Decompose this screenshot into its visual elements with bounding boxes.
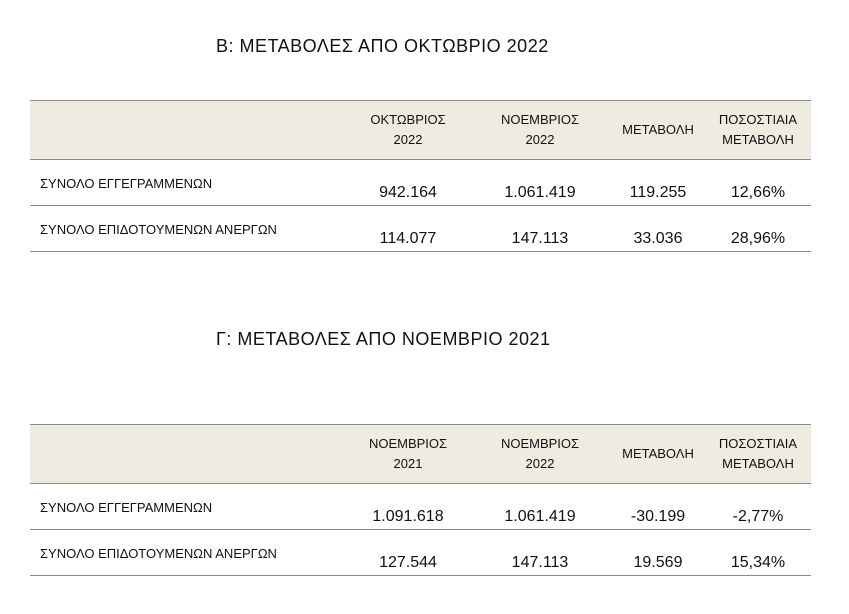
row-value-col-1: 1.091.618 (372, 508, 444, 525)
section-c-table (30, 424, 811, 576)
table-row (30, 530, 811, 576)
row-value-col-2: 1.061.419 (504, 184, 576, 201)
table-header (30, 100, 811, 160)
row-value-col-2: 147.113 (511, 554, 569, 571)
header-col-2-line2: 2022 (525, 456, 555, 471)
row-value-col-4: -2,77% (732, 508, 784, 525)
row-value-col-2: 1.061.419 (504, 508, 576, 525)
row-label: ΣΥΝΟΛΟ ΕΠΙΔΟΤΟΥΜΕΝΩΝ ΑΝΕΡΓΩΝ (40, 222, 277, 237)
row-value-col-4: 15,34% (730, 554, 786, 571)
header-col-1-line1: ΝΟΕΜΒΡΙΟΣ (368, 436, 448, 451)
row-value-col-1: 114.077 (379, 230, 437, 247)
header-col-4-line2: ΜΕΤΑΒΟΛΗ (722, 456, 794, 471)
row-value-col-1: 942.164 (379, 184, 437, 201)
row-label: ΣΥΝΟΛΟ ΕΓΓΕΓΡΑΜΜΕΝΩΝ (40, 500, 213, 515)
header-col-2 (480, 101, 600, 159)
header-col-1 (348, 425, 468, 483)
header-col-1 (348, 101, 468, 159)
header-col-4-line1: ΠΟΣΟΣΤΙΑΙΑ (718, 112, 798, 127)
header-col-2-line1: ΝΟΕΜΒΡΙΟΣ (500, 112, 580, 127)
header-col-4 (698, 425, 818, 483)
section-b-title: Β: ΜΕΤΑΒΟΛΕΣ ΑΠΟ ΟΚΤΩΒΡΙΟ 2022 (216, 36, 549, 56)
section-b-table (30, 100, 811, 252)
header-col-1-line2: 2021 (393, 456, 423, 471)
row-value-col-3: 19.569 (633, 554, 683, 571)
table-row (30, 160, 811, 206)
section-c-title: Γ: ΜΕΤΑΒΟΛΕΣ ΑΠΟ ΝΟΕΜΒΡΙΟ 2021 (216, 329, 551, 349)
row-value-col-3: -30.199 (630, 508, 686, 525)
header-col-4-line2: ΜΕΤΑΒΟΛΗ (722, 132, 794, 147)
header-col-3-line1: ΜΕΤΑΒΟΛΗ (622, 446, 694, 461)
row-label: ΣΥΝΟΛΟ ΕΓΓΕΓΡΑΜΜΕΝΩΝ (40, 176, 213, 191)
row-value-col-3: 33.036 (633, 230, 683, 247)
row-value-col-3: 119.255 (629, 184, 687, 201)
header-col-2-line2: 2022 (525, 132, 555, 147)
row-value-col-4: 12,66% (730, 184, 786, 201)
header-col-4 (698, 101, 818, 159)
row-label: ΣΥΝΟΛΟ ΕΠΙΔΟΤΟΥΜΕΝΩΝ ΑΝΕΡΓΩΝ (40, 546, 277, 561)
table-row (30, 206, 811, 252)
header-col-2 (480, 425, 600, 483)
row-value-col-2: 147.113 (511, 230, 569, 247)
header-col-2-line1: ΝΟΕΜΒΡΙΟΣ (500, 436, 580, 451)
table-row (30, 484, 811, 530)
header-col-1-line1: ΟΚΤΩΒΡΙΟΣ (370, 112, 446, 127)
row-value-col-1: 127.544 (379, 554, 437, 571)
row-value-col-4: 28,96% (730, 230, 786, 247)
table-header (30, 424, 811, 484)
header-col-3-line1: ΜΕΤΑΒΟΛΗ (622, 122, 694, 137)
header-col-4-line1: ΠΟΣΟΣΤΙΑΙΑ (718, 436, 798, 451)
header-col-1-line2: 2022 (393, 132, 423, 147)
